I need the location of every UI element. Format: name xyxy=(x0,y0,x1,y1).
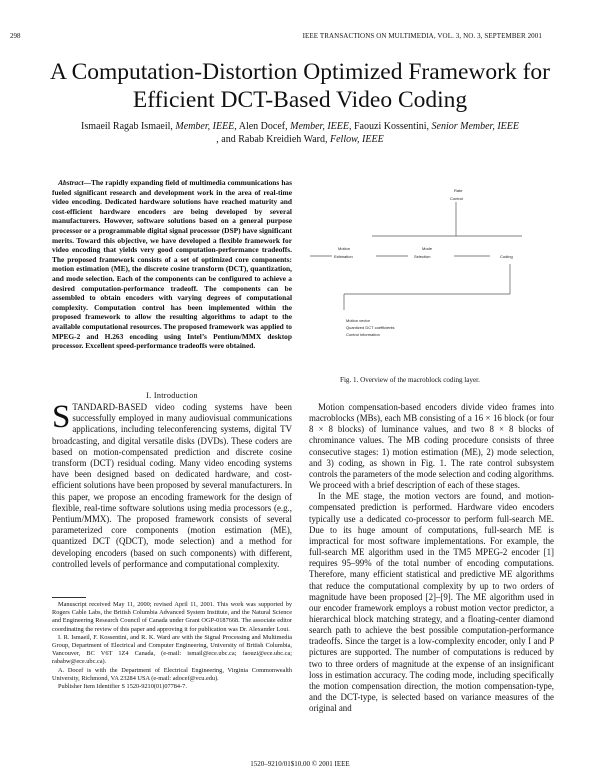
footnotes xyxy=(52,601,292,691)
fig-label-control: Control xyxy=(450,196,463,201)
intro-lead-word: TANDARD-BASED xyxy=(72,402,148,412)
author-role: Member, IEEE xyxy=(290,121,349,132)
fig-label-rate: Rate xyxy=(454,188,463,193)
fig-label-motion-vector: Motion vector xyxy=(346,318,371,323)
author-name: Ismaeil Ragab Ismaeil, xyxy=(81,121,176,132)
paper-title: A Computation-Distortion Optimized Framework for Efficient DCT-Based Video Coding xyxy=(50,59,550,113)
paragraph: Motion compensation-based encoders divide video frames into macroblocks (MBs), each MB consisting of a 16 × 16 block (or four 8 × 8 blocks) of luminance values, and two 8 × 8 blocks of chrominance values. The MB coding procedure consists of three consecutive stages: 1) motion estimation (ME), 2) mode selection, and 3) coding, as shown in Fig. 1. The rate control subsystem controls the parameters of the mode selection and coding algorithms. We proceed with a brief description of each of these stages. xyxy=(309,402,554,491)
drop-cap: S xyxy=(52,399,71,435)
page-number: 298 xyxy=(10,32,21,40)
figure-caption: Fig. 1. Overview of the macroblock coding layer. xyxy=(340,376,480,384)
paragraph: In the ME stage, the motion vectors are found, and motion-compensated prediction is performed. Hardware video encoders typically use a dedicated co-processor to perform full-search ME. Due to its huge amount of computations, full-search ME is impractical for most software implementations. For example, the full-search ME algorithm used in the TM5 MPEG-2 encoder [1] requires 95–99% of the total number of encoding computations. Therefore, many efficient statistical and predictive ME algorithms that reduce the computational complexity by up to two orders of magnitude have been proposed [2]–[9]. The ME algorithm used in our encoder framework employs a robust motion vector predictor, a hierarchical block matching strategy, and a floating-center diamond search path to achieve the best possible computation-performance tradeoffs. Since the target is a low-complexity encoder, only I and P pictures are supported. The number of computations is reduced by two to three orders of magnitude at the expense of an insignificant loss in estimation accuracy. The coding mode, including specifically the motion compensation direction, the motion compensation-type, and the DCT-type, is selected based on variance measures of the original and xyxy=(309,491,554,714)
footnote-manuscript: Manuscript received May 11, 2000; revised April 11, 2001. This work was supported by Rogers Cable Labs, the British Columbia Advanced System Institute, and the Natural Science and Engineering Research Council of Canada under Grant OGP-0187668. The associate editor coordinating the review of this paper and approving it for publication was Dr. Alexander Loui. xyxy=(52,601,292,633)
author-role: Member, IEEE xyxy=(175,121,235,132)
intro-body: video coding systems have been successfully employed in many audiovisual communications applications, including teleconferencing systems, digital TV broadcasting, and digital versatile disks (DVDs). These coders are based on motion-compensated prediction and discrete cosine transform (DCT) residual coding. Many video encoding systems have been designed based on dedicated hardware, and cost-efficient solutions have been proposed by several manufacturers. In this paper, we propose an encoding framework for the design of flexible, real-time software solutions using media processors (e.g., Pentium/MMX). The proposed framework consists of several parameterized core components (motion estimation (ME), quantized DCT (QDCT), mode selection) and a method for developing encoders (based on such components) with different, controlled levels of performance and computational complexity. xyxy=(52,402,292,569)
abstract-label: Abstract xyxy=(58,178,84,187)
author-name: , Alen Docef, xyxy=(234,121,291,132)
fig-label-motion: Motion xyxy=(338,246,351,251)
footnote-affiliation-2: A. Docef is with the Department of Electrical Engineering, Virginia Commonwealth University, Richmond, VA 23284 USA (e-mail: adocef@vcu.edu). xyxy=(52,666,292,682)
author-role: Senior Member, IEEE xyxy=(431,121,519,132)
right-column-text xyxy=(309,402,554,714)
journal-header: IEEE TRANSACTIONS ON MULTIMEDIA, VOL. 3, NO. 3, SEPTEMBER 2001 xyxy=(302,32,542,40)
fig-label-estimation: Estimation xyxy=(334,254,353,259)
abstract-text: —The rapidly expanding field of multimedia communications has fueled significant research and development work in the area of real-time video encoding. Dedicated hardware solutions have reached maturity and cost-efficient hardware encoders are being developed by several manufacturers. However, software solutions based on a general purpose processor or a programmable digital signal processor (DSP) have significant merits. Toward this objective, we have developed a flexible framework for video encoding that yields very good computation-performance tradeoffs. The proposed framework consists of a set of optimized core components: motion estimation (ME), the discrete cosine transform (DCT), quantization, and mode selection. Each of the components can be configured to achieve a desired computation-performance tradeoff. The components can be assembled to obtain encoders with varying degrees of computational complexity. Computation control has been implemented within the proposed framework to allow the resulting algorithms to adapt to the available computational resources. The proposed framework was applied to MPEG-2 and H.263 encoding using Intel’s Pentium/MMX desktop processor. Excellent speed-performance tradeoffs were obtained. xyxy=(52,178,292,351)
footnote-publisher-id: Publisher Item Identifier S 1520-9210(01)07784-7. xyxy=(58,683,187,691)
fig-label-mode: Mode xyxy=(422,246,433,251)
copyright-footer: 1520–9210/01$10.00 © 2001 IEEE xyxy=(250,760,350,768)
section-heading: I. Introduction xyxy=(146,391,198,400)
footnote-rule xyxy=(52,597,86,598)
author-role: Fellow, IEEE xyxy=(330,134,384,145)
fig-label-coding: Coding xyxy=(500,254,513,259)
footnote-affiliation-1: I. R. Ismaeil, F. Kossentini, and R. K. Ward are with the Signal Processing and Multimedia Group, Department of Electrical and Computer Engineering, University of British Columbia, Vancouver, BC V6T 1Z4 Canada, (e-mail: ismail@ece.ubc.ca; faouzi@ece.ubc.ca; rababw@ece.ubc.ca). xyxy=(52,633,292,666)
introduction-text xyxy=(52,399,292,570)
fig-label-control-info: Control information xyxy=(346,332,380,337)
author-list xyxy=(40,120,560,146)
abstract xyxy=(52,178,292,351)
author-name: , Faouzi Kossentini, xyxy=(349,121,432,132)
figure-1-diagram xyxy=(304,182,552,362)
fig-label-selection: Selection xyxy=(414,254,431,259)
author-name: , and Rabab Kreidieh Ward, xyxy=(216,134,330,145)
fig-label-quantized-dct: Quantized DCT coefficients xyxy=(346,325,395,330)
